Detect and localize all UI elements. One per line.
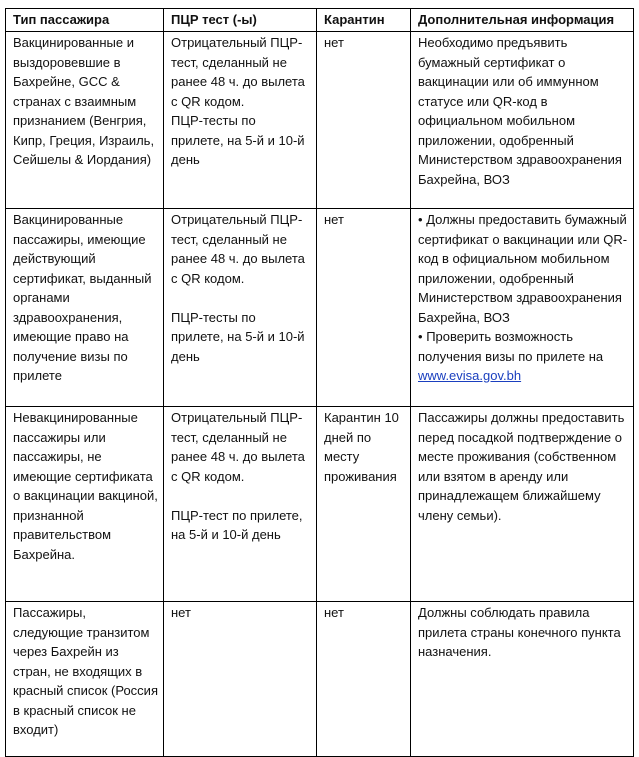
pcr-arrival-tests: ПЦР-тест по прилете, на 5-й и 10-й день — [171, 507, 303, 542]
info-bullet-item: • Проверить возможность получения визы по прилете на www.evisa.gov.bh — [418, 329, 604, 383]
pcr-arrival-tests: ПЦР-тесты по прилете, на 5-й и 10-й день — [171, 309, 305, 364]
table-row — [6, 209, 634, 407]
header-additional-info: Дополнительная информация — [411, 9, 634, 32]
pcr-requirement: Отрицательный ПЦР-тест, сделанный не ранее 48 ч. до вылета с QR кодом. — [171, 410, 305, 484]
header-passenger-type: Тип пассажира — [6, 9, 164, 32]
cell-passenger-type: Невакцинированные пассажиры или пассажиры, не имеющие сертификата о вакцинации вакциной, признанной правительством Бахрейна. — [6, 407, 164, 602]
cell-pcr-tests — [164, 407, 317, 602]
bullet-icon: • — [418, 212, 423, 227]
cell-quarantine: нет — [317, 602, 411, 757]
cell-pcr-tests: нет — [164, 602, 317, 757]
table-header-row — [6, 9, 634, 32]
table-row — [6, 602, 634, 757]
cell-quarantine: Карантин 10 дней по месту проживания — [317, 407, 411, 602]
info-bullet-item: • Должны предоставить бумажный сертификат о вакцинации или QR-код в официальном мобильном приложении, одобренный Министерством здравоохранения Бахрейна, ВОЗ — [418, 212, 628, 325]
pcr-requirement: Отрицательный ПЦР-тест, сделанный не ранее 48 ч. до вылета с QR кодом. — [171, 35, 305, 109]
cell-passenger-type: Вакцинированные пассажиры, имеющие действующий сертификат, выданный органами здравоохранения, имеющие право на получение визы по прилете — [6, 209, 164, 407]
table-row — [6, 32, 634, 209]
header-quarantine: Карантин — [317, 9, 411, 32]
table-row — [6, 407, 634, 602]
evisa-link[interactable]: www.evisa.gov.bh — [418, 368, 522, 383]
bullet-icon: • — [418, 329, 423, 344]
cell-passenger-type: Вакцинированные и выздоровевшие в Бахрейне, GCC & странах с взаимным признанием (Венгрия, Кипр, Греция, Израиль, Сейшелы & Иордания) — [6, 32, 164, 209]
cell-additional-info — [411, 209, 634, 407]
pcr-requirement: Отрицательный ПЦР-тест, сделанный не ранее 48 ч. до вылета с QR кодом. — [171, 212, 305, 286]
cell-passenger-type: Пассажиры, следующие транзитом через Бахрейн из стран, не входящих в красный список (Россия в красный список не входит) — [6, 602, 164, 757]
passenger-rules-table — [5, 8, 634, 757]
pcr-arrival-tests: ПЦР-тесты по прилете, на 5-й и 10-й день — [171, 113, 305, 167]
cell-additional-info: Необходимо предъявить бумажный сертификат о вакцинации или об иммунном статусе или QR-код в официальном мобильном приложении, одобренный Министерством здравоохранения Бахрейна, ВОЗ — [411, 32, 634, 209]
cell-quarantine: нет — [317, 209, 411, 407]
cell-pcr-tests — [164, 32, 317, 209]
cell-additional-info: Должны соблюдать правила прилета страны конечного пункта назначения. — [411, 602, 634, 757]
cell-quarantine: нет — [317, 32, 411, 209]
cell-additional-info: Пассажиры должны предоставить перед посадкой подтверждение о месте проживания (собственном или взятом в аренду или принадлежащем ближайшему члену семьи). — [411, 407, 634, 602]
header-pcr-tests: ПЦР тест (-ы) — [164, 9, 317, 32]
cell-pcr-tests — [164, 209, 317, 407]
